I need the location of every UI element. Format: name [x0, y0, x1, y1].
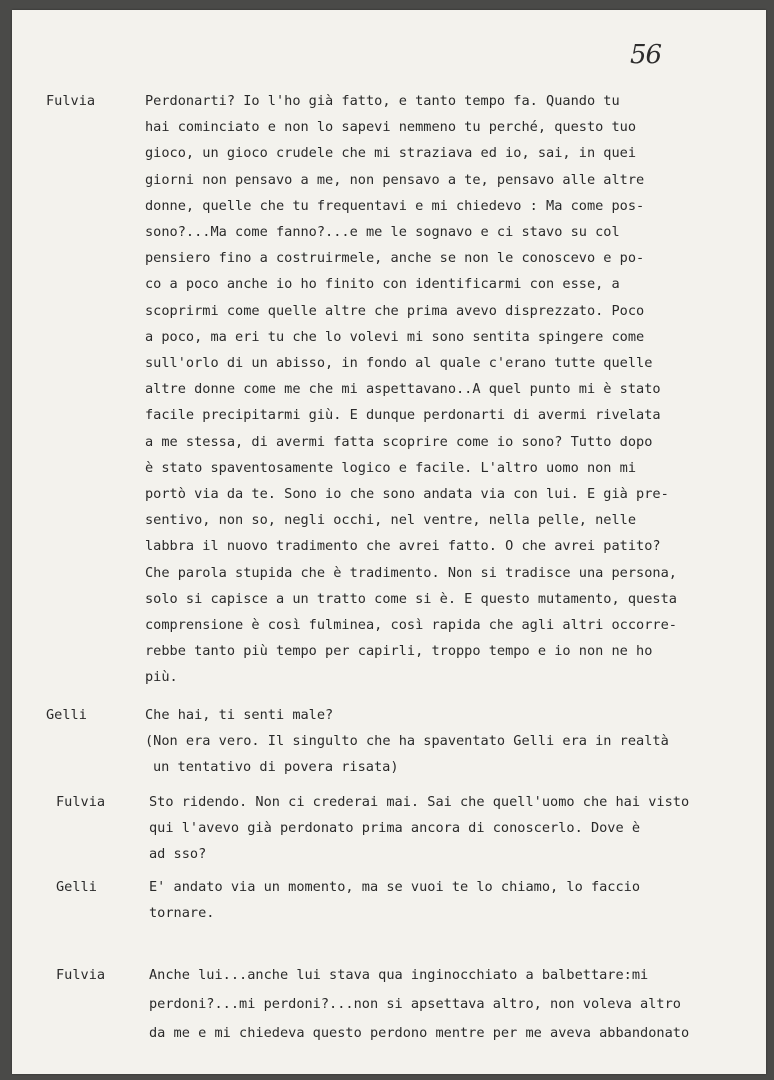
- speech-line: qui l'avevo già perdonato prima ancora di conoscerlo. Dove è: [149, 820, 641, 837]
- speech-line: giorni non pensavo a me, non pensavo a te, pensavo alle altre: [145, 171, 645, 188]
- speech-line: solo si capisce a un tratto come si è. E questo mutamento, questa: [145, 590, 677, 607]
- speech-text: [145, 88, 765, 691]
- page-number: 56: [630, 40, 662, 70]
- speech-line: hai cominciato e non lo sapevi nemmeno tu perché, questo tuo: [145, 119, 637, 136]
- speech-text: [149, 874, 766, 926]
- speech-line: Sto ridendo. Non ci crederai mai. Sai che quell'uomo che hai visto: [149, 794, 690, 810]
- speech-text: [149, 789, 766, 868]
- speech-text: [149, 961, 766, 1048]
- speech-line: sentivo, non so, negli occhi, nel ventre, nella pelle, nelle: [145, 512, 637, 529]
- stage-direction-line: un tentativo di povera risata): [153, 759, 399, 776]
- speaker-name: Gelli: [46, 707, 87, 723]
- typewritten-page: [12, 10, 766, 1074]
- speech-line: E' andato via un momento, ma se vuoi te lo chiamo, lo faccio: [149, 879, 641, 895]
- speech-line: scoprirmi come quelle altre che prima avevo disprezzato. Poco: [145, 302, 645, 319]
- speech-line: facile precipitarmi giù. E dunque perdonarti di avermi rivelata: [145, 407, 661, 424]
- speech-text: [145, 702, 765, 781]
- speech-line: Che hai, ti senti male?: [145, 707, 334, 723]
- speech-line: labbra il nuovo tradimento che avrei fatto. O che avrei patito?: [145, 538, 661, 555]
- speech-line: è stato spaventosamente logico e facile. L'altro uomo non mi: [145, 459, 637, 476]
- speech-line: donne, quelle che tu frequentavi e mi chiedevo : Ma come pos-: [145, 197, 645, 214]
- speech-line: perdoni?...mi perdoni?...non si apsettava altro, non voleva altro: [149, 996, 681, 1012]
- speech-line: rebbe tanto più tempo per capirli, troppo tempo e io non ne ho: [145, 643, 653, 660]
- speaker-name: Fulvia: [56, 794, 106, 810]
- speech-line: gioco, un gioco crudele che mi straziava ed io, sai, in quei: [145, 145, 637, 162]
- speech-line: più.: [145, 669, 178, 686]
- speaker-name: Gelli: [56, 879, 97, 895]
- speech-line: comprensione è così fulminea, così rapida che agli altri occorre-: [145, 617, 677, 634]
- speech-line: Anche lui...anche lui stava qua inginocchiato a balbettare:mi: [149, 967, 649, 983]
- speech-line: a me stessa, di avermi fatta scoprire come io sono? Tutto dopo: [145, 433, 653, 450]
- speech-line: portò via da te. Sono io che sono andata via con lui. E già pre-: [145, 486, 669, 503]
- speaker-name: Fulvia: [56, 967, 106, 983]
- speech-line: sull'orlo di un abisso, in fondo al quale c'erano tutte quelle: [145, 355, 653, 372]
- speech-line: sono?...Ma come fanno?...e me le sognavo e ci stavo su col: [145, 224, 620, 241]
- speech-line: co a poco anche io ho finito con identificarmi con esse, a: [145, 276, 620, 293]
- speech-line: altre donne come me che mi aspettavano..A quel punto mi è stato: [145, 381, 661, 398]
- speech-line: tornare.: [149, 905, 215, 922]
- speech-line: da me e mi chiedeva questo perdono mentre per me aveva abbandonato: [149, 1025, 690, 1041]
- speech-line: pensiero fino a costruirmele, anche se non le conoscevo e po-: [145, 250, 645, 267]
- speech-line: ad sso?: [149, 846, 207, 863]
- speaker-name: Fulvia: [46, 93, 96, 109]
- speech-line: Che parola stupida che è tradimento. Non si tradisce una persona,: [145, 564, 677, 581]
- speech-line: a poco, ma eri tu che lo volevi mi sono sentita spingere come: [145, 328, 645, 345]
- speech-line: Perdonarti? Io l'ho già fatto, e tanto tempo fa. Quando tu: [145, 93, 620, 109]
- stage-direction-line: (Non era vero. Il singulto che ha spaventato Gelli era in realtà: [145, 733, 669, 750]
